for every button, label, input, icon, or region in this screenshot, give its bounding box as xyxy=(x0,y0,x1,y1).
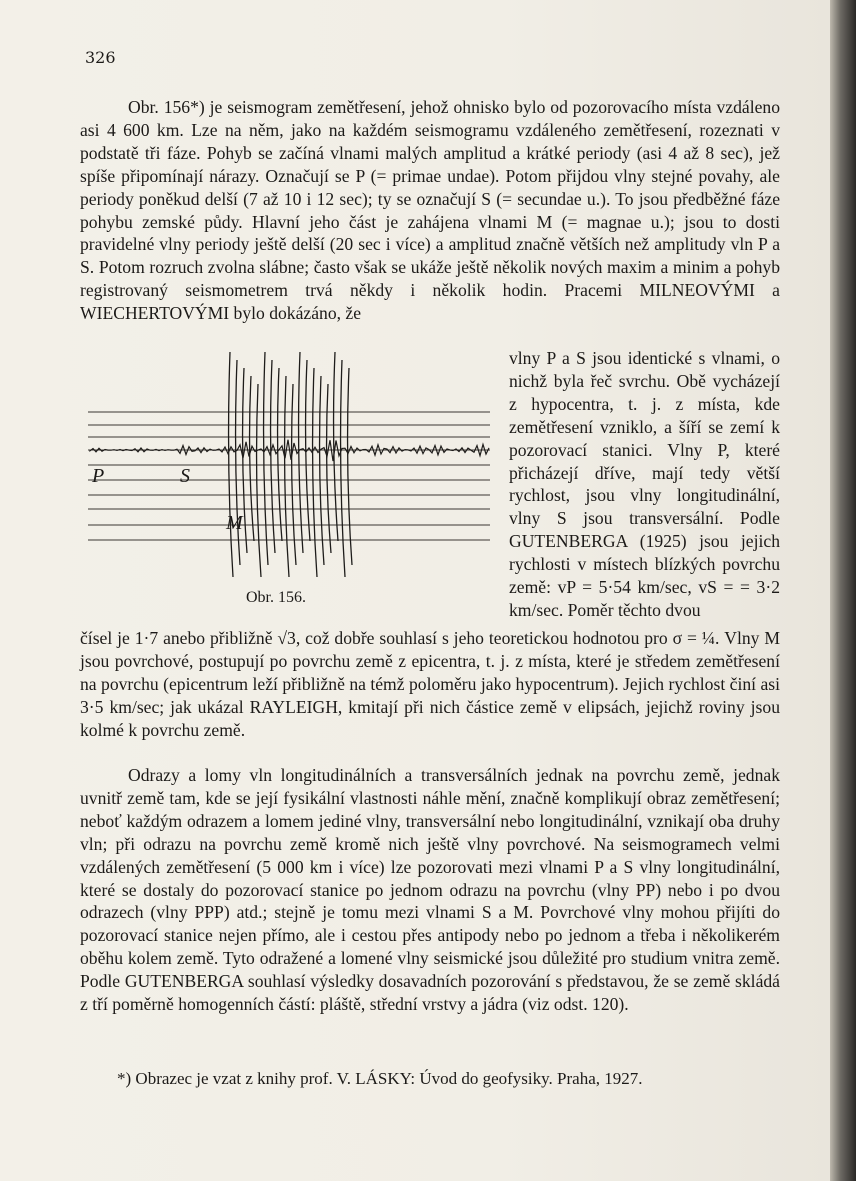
label-m: M xyxy=(226,512,243,534)
seismogram-drawing xyxy=(80,347,496,602)
m-wave-stroke xyxy=(341,360,345,577)
m-wave-stroke xyxy=(264,352,268,565)
footnote-text: Obrazec je vzat z knihy prof. V. LÁSKY: Úvod do geofysiky. Praha, 1927. xyxy=(135,1069,643,1088)
m-wave-stroke xyxy=(313,368,317,577)
figure-seismogram xyxy=(80,347,496,602)
paragraph-intro-text: Obr. 156*) je seismogram zemětřesení, jehož ohnisko bylo od pozorovacího místa vzdáleno asi 4 600 km. Lze na něm, jako na každém seismogramu vzdáleného zemětřesení, rozeznati v podstatě tři fáze. Pohyb se začíná vlnami malých amplitud a krátké periody (asi 4 až 8 sec), jež spíše připomínají nárazy. Označují se P (= primae undae). Potom přijdou vlny stejné povahy, ale periody poněkud delší (7 až 10 i 12 sec); ty se označují S (= secundae u.). To jsou předběžné fáze pohybu zemské půdy. Hlavní jeho část je zahájena vlnami M (= magnae u.); jsou to dosti pravidelné vlny periody ještě delší (20 sec i více) a amplitud značně větších než amplitudy vln P a S. Potom rozruch zvolna slábne; často však se ukáže ještě několik nových maxim a minim a pohyb registrovaný seismometrem trvá někdy i několik hodin. Pracemi MILNEOVÝMI a WIECHERTOVÝMI bylo dokázáno, že xyxy=(80,97,780,324)
m-wave-stroke xyxy=(320,376,324,565)
m-wave-stroke xyxy=(292,384,296,565)
paragraph-intro xyxy=(80,96,780,325)
footnote xyxy=(75,1068,780,1090)
m-wave-stroke xyxy=(299,352,303,553)
m-wave-stroke xyxy=(278,368,282,541)
m-wave-stroke xyxy=(327,384,331,553)
m-wave-stroke xyxy=(348,368,352,565)
book-spine-shadow xyxy=(830,0,856,1181)
figure-caption: Obr. 156. xyxy=(246,589,306,606)
label-p: P xyxy=(92,465,105,487)
m-wave-stroke xyxy=(250,376,254,541)
m-wave-stroke xyxy=(236,360,240,565)
seismic-trace xyxy=(90,440,489,461)
paragraph-continuation: čísel je 1·7 anebo přibližně √3, což dobře souhlasí s jeho teoretickou hodnotou pro σ = ¼. Vlny M jsou povrchové, postupují po povrchu země z epicentra, t. j. z místa, které je středem zemětřesení na povrchu (epicentrum leží přibližně na témž poloměru jako hypocentrum). Jejich rychlost činí asi 3·5 km/sec; jak ukázal RAYLEIGH, kmitají při nich částice země v elipsách, jejichž roviny jsou kolmé k povrchu země. xyxy=(80,628,780,740)
label-s: S xyxy=(180,465,190,487)
paragraph-wrap-text: vlny P a S jsou identické s vlnami, o nichž byla řeč svrchu. Obě vycházejí z hypocentra, t. j. z místa, kde zemětřesení vzniklo, a šíří se zemí k pozorovací stanici. Vlny P, které přicházejí dříve, mají tedy větší rychlost, jsou vlny longitudinální, vlny S jsou transversální. Podle GUTENBERGA (1925) jsou jejich rychlosti v místech blízkých povrchu země: vP = 5·54 km/sec, vS = = 3·2 km/sec. Poměr těchto dvou xyxy=(509,348,780,620)
paragraph-reflections: Odrazy a lomy vln longitudinálních a transversálních jednak na povrchu země, jednak uvnitř země tam, kde se její fysikální vlastnosti náhle mění, značně komplikují obraz zemětřesení; neboť každým odrazem a lomem jediné vlny, transversální nebo longitudinální, vznikají oba druhy vln; při odrazu na povrchu země kromě nich ještě vlny povrchové. Na seismogramech velmi vzdálených zemětřesení (5 000 km i více) lze pozorovati mezi vlnami P a S vlny longitudinální, které se dostaly do pozorovací stanice po jednom odrazu na povrchu (vlny PP) nebo i po dvou odrazech (vlny PPP) atd.; stejně je tomu mezi vlnami S a M. Povrchové vlny mohou přijíti do pozorovací stanice nejen přímo, ale i cestou přes antipody nebo po jednom a třeba i několikerém oběhu kolem země. Tyto odražené a lomené vlny seismické jsou důležité pro studium vnitra země. Podle GUTENBERGA souhlasí výsledky dosavadních pozorování s představou, že se země skládá z tří poměrně homogenních částí: pláště, střední vrstvy a jádra (viz odst. 120). xyxy=(80,765,780,1015)
footnote-mark: *) xyxy=(117,1069,132,1088)
m-wave-stroke xyxy=(271,360,275,553)
page-number: 326 xyxy=(85,48,116,67)
m-wave-stroke xyxy=(285,376,289,577)
